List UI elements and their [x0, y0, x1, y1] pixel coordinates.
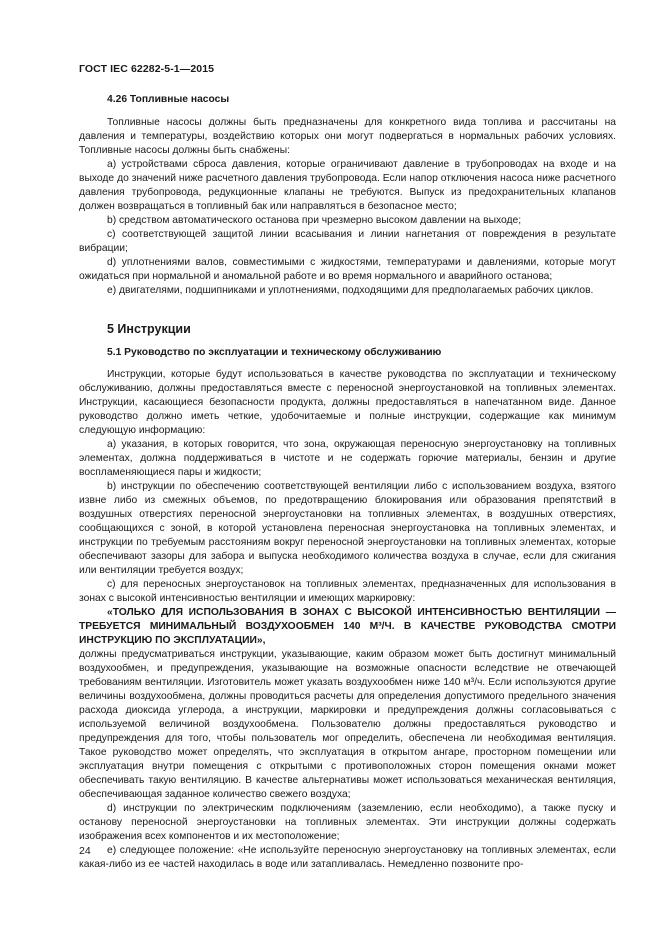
section-4-26-intro: Топливные насосы должны быть предназначены для конкретного вида топлива и рассчитаны на давления и температуры, воздействию которых они могут подвергаться в нормальных рабочих условиях. Топливные насосы должны быть снабжены: [79, 117, 616, 156]
document-header: ГОСТ IEC 62282-5-1—2015 [79, 63, 215, 75]
list-item: с) для переносных энергоустановок на топливных элементах, предназначенных для использования в зонах с высокой интенсивностью вентиляции и имеющих маркировку: [79, 579, 616, 604]
page-number: 24 [79, 845, 91, 857]
list-item: а) устройствами сброса давления, которые ограничивают давление в трубопроводах на входе и на выходе до значений ниже расчетного давления трубопровода. Если напор отключения насоса ниже расчетного давления трубопровода, редукционные клапаны не требуются. Выпуск из предохранительных клапанов должен возвращаться в топливный бак или направляться в безопасное место; [79, 159, 616, 212]
section-5-heading: 5 Инструкции [107, 322, 191, 336]
page-content [79, 93, 616, 872]
list-item-continuation: должны предусматриваться инструкции, указывающие, каким образом может быть достигнут минимальный воздухообмен, и предупреждения, указывающие на возможные опасности вследствие не отвечающей требованиям вентиляции. Изготовитель может указать воздухообмен ниже 140 м³/ч. Если используются другие величины воздухообмена, должны проводиться расчеты для определения допустимого предельного значения расхода диоксида углерода, а инструкции, маркировки и предупреждения должны согласовываться с используемой величиной воздухообмена. Пользователю должны предоставляться руководство и предупреждения для того, чтобы пользователь мог определить, обеспечена ли необходимая вентиляция. Такое руководство может определять, что эксплуатация в открытом ангаре, просторном помещении или эксплуатация внутри помещения с открытыми с противоположных сторон помещения окнами может обеспечивать такую вентиляцию. В качестве альтернативы может использоваться механическая вентиляция, обеспечивающая заданное количество свежего воздуха; [79, 649, 616, 800]
list-item: d) уплотнениями валов, совместимыми с жидкостями, температурами и давлениями, которые могут ожидаться при нормальной и аномальной работе и во время нормального и аварийного останова; [79, 257, 616, 282]
list-item: а) указания, в которых говорится, что зона, окружающая переносную энергоустановку на топливных элементах, должна поддерживаться в чистоте и не содержать горючие материалы, бензин и другие воспламеняющиеся пары и жидкости; [79, 439, 616, 478]
section-4-26-heading: 4.26 Топливные насосы [107, 94, 230, 105]
list-item: e) следующее положение: «Не используйте переносную энергоустановку на топливных элементах, если какая-либо из ее частей находилась в воде или затапливалась. Немедленно позвоните про- [79, 845, 616, 870]
list-item: d) инструкции по электрическим подключениям (заземлению, если необходимо), а также пуску и останову переносной энергоустановки на топливных элементах. Эти инструкции должны содержать изображения всех компонентов и их местоположение; [79, 803, 616, 842]
warning-marking: «ТОЛЬКО ДЛЯ ИСПОЛЬЗОВАНИЯ В ЗОНАХ С ВЫСОКОЙ ИНТЕНСИВНОСТЬЮ ВЕНТИЛЯЦИИ — ТРЕБУЕТСЯ МИНИМАЛЬНЫЙ ВОЗДУХООБМЕН 140 М³/Ч. В КАЧЕСТВЕ РУКОВОДСТВА СМОТРИ ИНСТРУКЦИЮ ПО ЭКСПЛУАТАЦИИ», [79, 607, 616, 646]
list-item: e) двигателями, подшипниками и уплотнениями, подходящими для предполагаемых рабочих циклов. [107, 285, 594, 296]
list-item: b) инструкции по обеспечению соответствующей вентиляции либо с использованием воздуха, взятого извне либо из смежных объемов, по предотвращению блокирования или образования препятствий в воздушных отверстиях переносной энергоустановки на топливных элементах, в воздушных отверстиях, сообщающихся с зоной, в которой установлена переносная энергоустановка на топливных элементах, и инструкции по требуемым расстояниям вокруг переносной энергоустановки на топливных элементах, которые обеспечивают зазоры для забора и выпуска необходимого количества воздуха в случае, если для сжигания или вентиляции требуется воздух; [79, 481, 616, 576]
list-item: b) средством автоматического останова при чрезмерно высоком давлении на выходе; [107, 215, 522, 226]
section-5-1-heading: 5.1 Руководство по эксплуатации и техническому обслуживанию [107, 347, 442, 358]
list-item: c) соответствующей защитой линии всасывания и линии нагнетания от повреждения в результате вибрации; [79, 229, 616, 254]
section-5-1-intro: Инструкции, которые будут использоваться в качестве руководства по эксплуатации и техническому обслуживанию, должны предоставляться вместе с переносной энергоустановкой на топливных элементах. Инструкции, касающиеся безопасности продукта, должны предоставляться в напечатанном виде. Данное руководство должно иметь четкие, удобочитаемые и полные инструкции, содержащие как минимум следующую информацию: [79, 369, 616, 436]
